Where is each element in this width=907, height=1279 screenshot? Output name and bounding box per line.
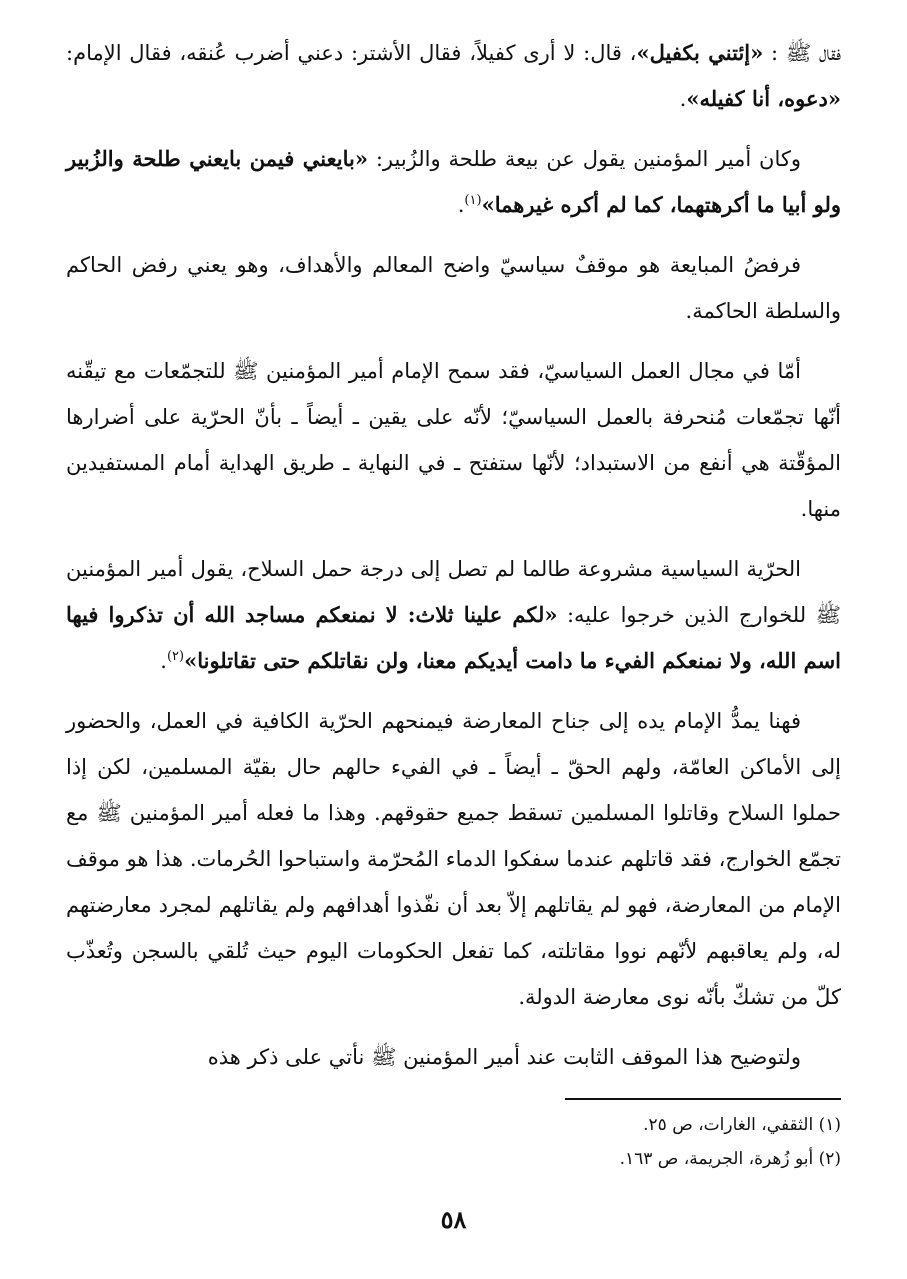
- page-body: [66, 30, 841, 1094]
- paragraph-2: [66, 136, 841, 228]
- paragraph-6: [66, 698, 841, 1020]
- footnote-ref-2[interactable]: (٢): [166, 649, 185, 664]
- paragraph-3: [66, 242, 841, 334]
- paragraph-4: [66, 348, 841, 532]
- text-segment: .: [679, 87, 687, 111]
- text-segment: .: [457, 193, 465, 217]
- text-segment: الحرّية السياسية مشروعة طالما لم تصل إلى درجة حمل السلاح، يقول أمير المؤمنين ﷺ للخوارج الذين خرجوا عليه:: [66, 557, 841, 627]
- quote-bold: «دعوه، أنا كفيله»: [686, 86, 841, 111]
- paragraph-7: [66, 1034, 841, 1080]
- quote-bold: «إئتني بكفيل»: [636, 40, 764, 65]
- footnote-2: (٢) أبو زُهرة، الجريمة، ص ١٦٣.: [619, 1149, 841, 1169]
- footnote-divider: [565, 1098, 841, 1100]
- text-segment: فقال ﷺ :: [763, 41, 841, 65]
- text-segment: .: [160, 649, 167, 673]
- text-segment: ولتوضيح هذا الموقف الثابت عند أمير المؤمنين ﷺ نأتي على ذكر هذه: [207, 1045, 801, 1069]
- text-segment: أمّا في مجال العمل السياسيّ، فقد سمح الإمام أمير المؤمنين ﷺ للتجمّعات مع تيقّنه أنّها تجمّعات مُنحرفة بالعمل السياسيّ؛ لأنّه على يقين ـ أيضاً ـ بأنّ الحرّية على أضرارها المؤقّتة هي أنفع من الاستبداد؛ لأنّها ستفتح ـ في النهاية ـ طريق الهداية أمام المستفيدين منها.: [66, 359, 841, 521]
- footnote-ref-1[interactable]: (١): [464, 193, 482, 208]
- paragraph-1: [66, 30, 841, 122]
- footnote-1: (١) الثقفي، الغارات، ص ٢٥.: [643, 1115, 841, 1135]
- paragraph-5: [66, 546, 841, 684]
- footnotes: [441, 1108, 841, 1176]
- text-segment: فرفضُ المبايعة هو موقفٌ سياسيّ واضح المعالم والأهداف، وهو يعني رفض الحاكم والسلطة الحاكمة.: [66, 253, 841, 323]
- text-segment: ، قال: لا أرى كفيلاً، فقال الأشتر: دعني أضرب عُنقه، فقال الإمام:: [66, 41, 637, 65]
- text-segment: فهنا يمدُّ الإمام يده إلى جناح المعارضة فيمنحهم الحرّية الكافية في العمل، والحضور إلى الأماكن العامّة، ولهم الحقّ ـ أيضاً ـ في الفيء حالهم حال بقيّة المسلمين، لكن إذا حملوا السلاح وقاتلوا المسلمين تسقط جميع حقوقهم. وهذا ما فعله أمير المؤمنين ﷺ مع تجمّع الخوارج، فقد قاتلهم عندما سفكوا الدماء المُحرّمة واستباحوا الحُرمات. هذا هو موقف الإمام من المعارضة، فهو لم يقاتلهم إلاّ بعد أن نفّذوا أهدافهم ولم يقاتلهم لمجرد معارضتهم له، ولم يعاقبهم لأنّهم نووا مقاتلته، كما تفعل الحكومات اليوم حيث تُلقي بالسجن وتُعذّب كلّ من تشكّ بأنّه نوى معارضة الدولة.: [66, 709, 841, 1009]
- text-segment: وكان أمير المؤمنين يقول عن بيعة طلحة والزُبير:: [367, 147, 801, 171]
- page-number: ٥٨: [440, 1205, 467, 1234]
- quote-bold: «لكم علينا ثلاث: لا نمنعكم مساجد الله أن تذكروا فيها اسم الله، ولا نمنعكم الفيء ما دامت أيديكم معنا، ولن نقاتلكم حتى تقاتلونا»: [66, 602, 841, 673]
- quote-bold: «بايعني فيمن بايعني طلحة والزُبير ولو أبيا ما أكرهتهما، كما لم أكره غيرهما»: [66, 146, 841, 217]
